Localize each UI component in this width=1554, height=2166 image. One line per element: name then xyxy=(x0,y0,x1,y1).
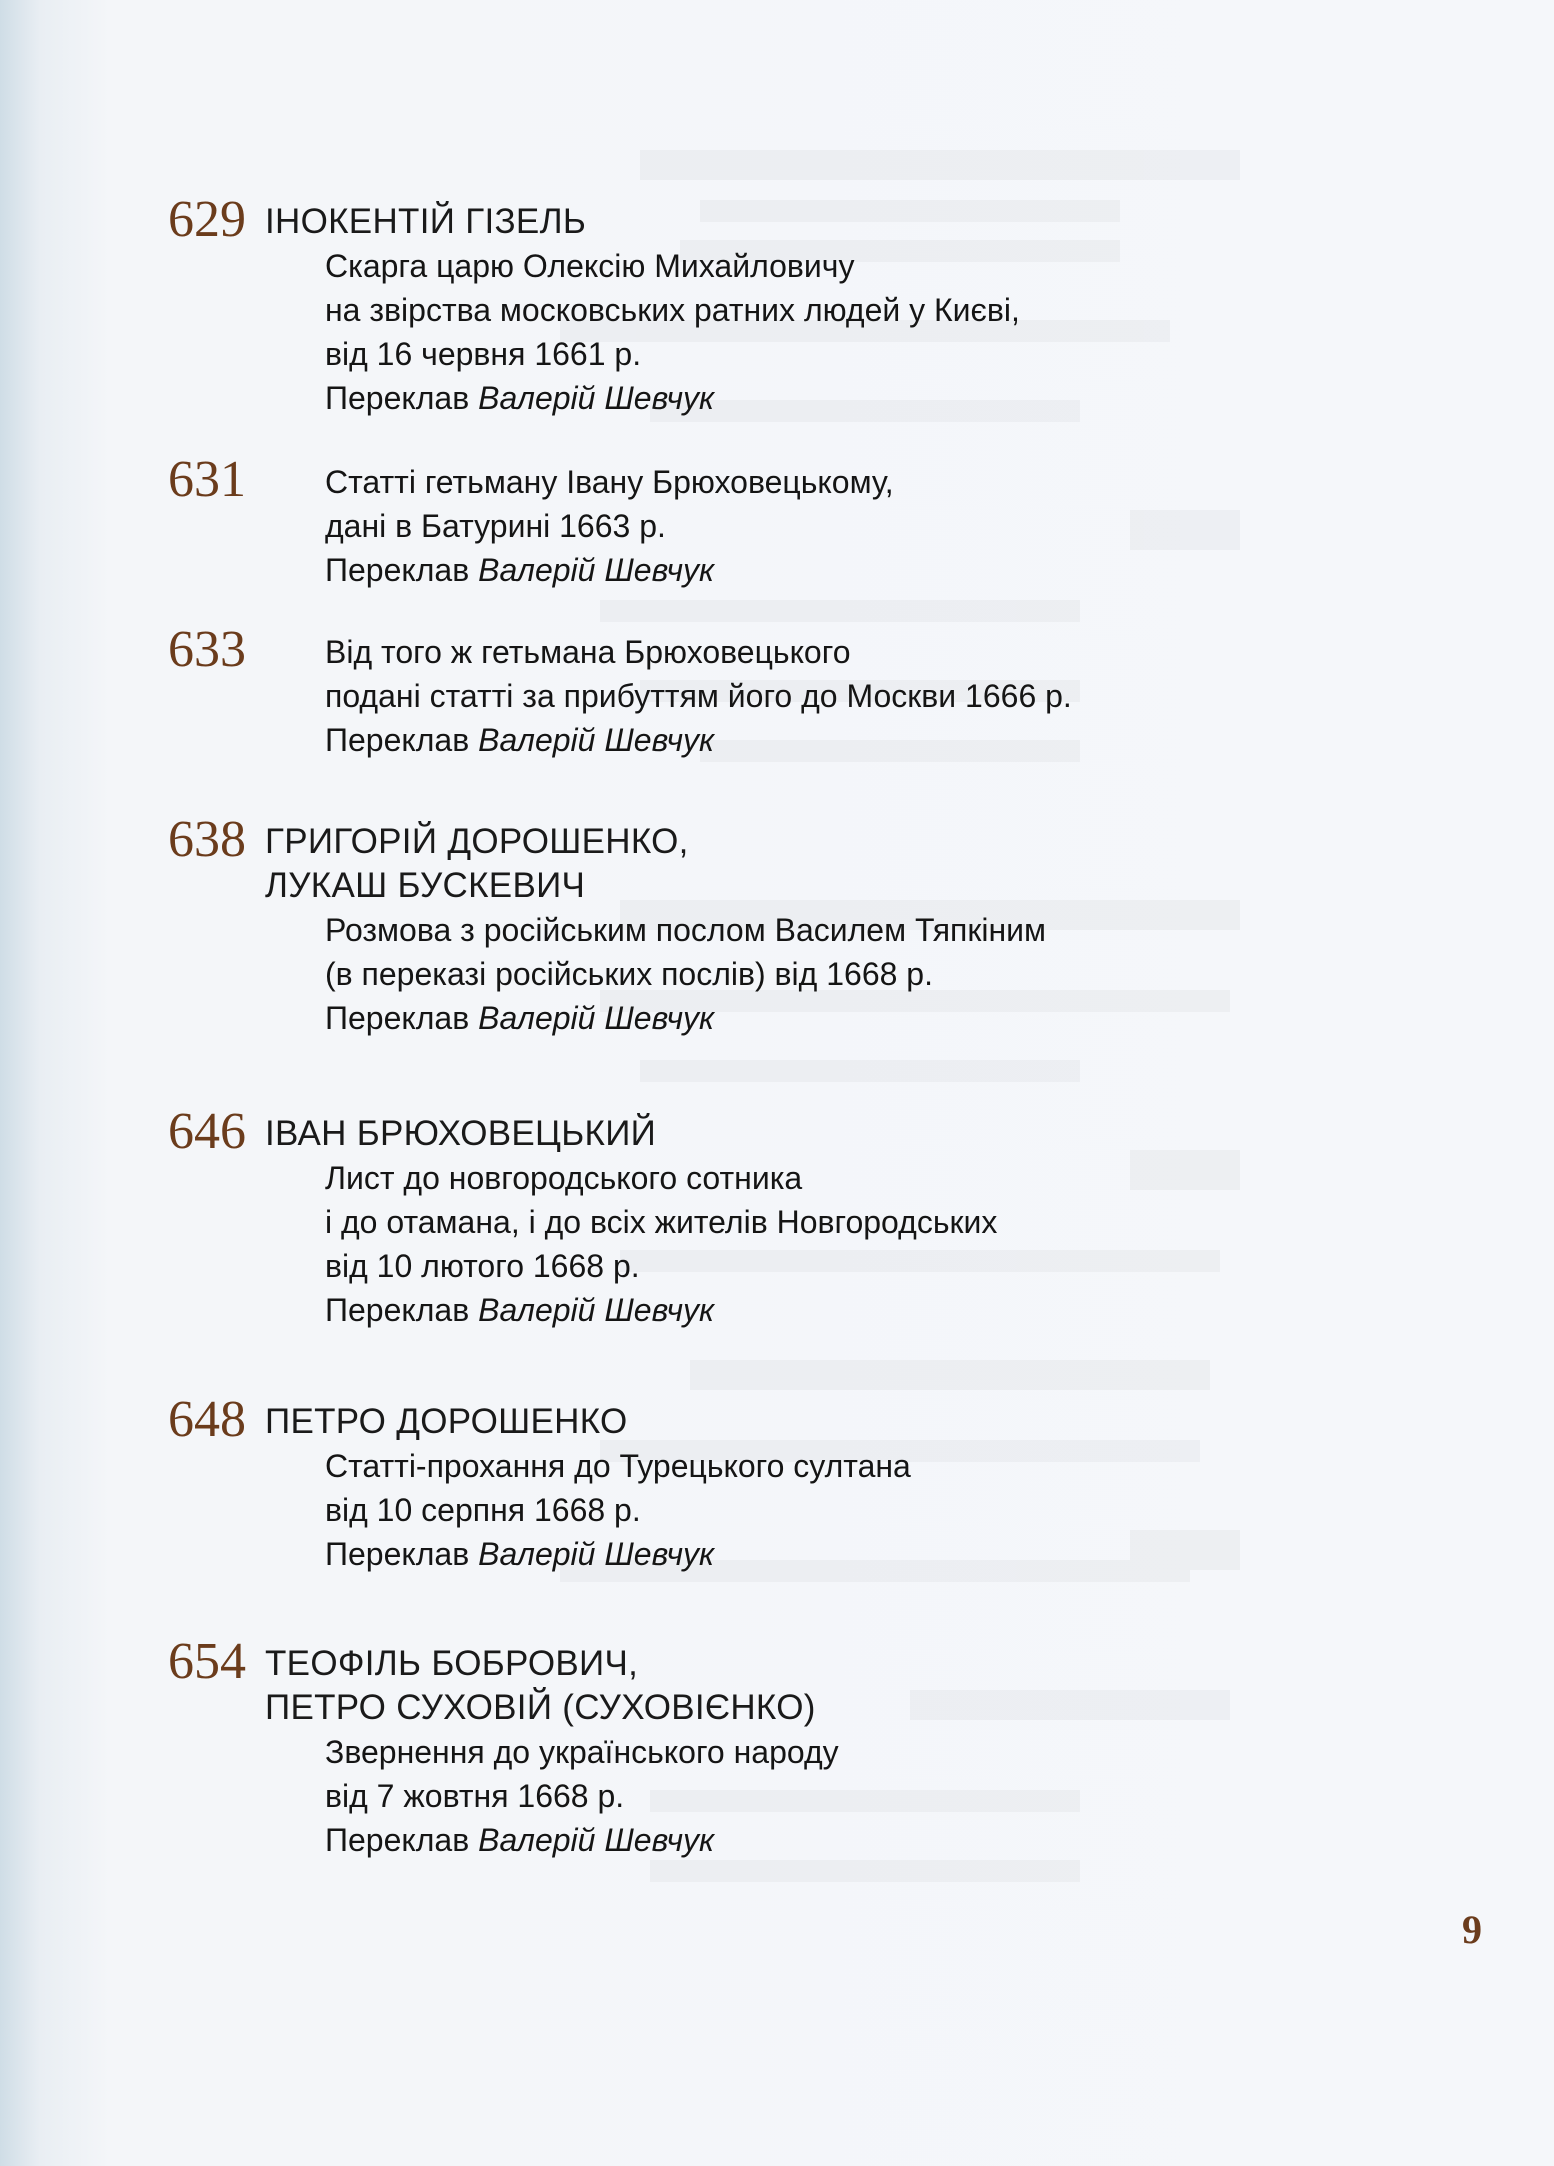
translator-line xyxy=(325,376,1020,420)
title-line: Від того ж гетьмана Брюховецького xyxy=(325,634,851,670)
title-line: від 10 лютого 1668 р. xyxy=(325,1248,640,1284)
title-line: Статті гетьману Івану Брюховецькому, xyxy=(325,464,894,500)
translator-line xyxy=(325,1288,997,1332)
translated-by-label: Переклав xyxy=(325,722,470,758)
title-line: Статті-прохання до Турецького султана xyxy=(325,1448,911,1484)
entry-author xyxy=(265,1400,628,1444)
translator-line xyxy=(325,1818,839,1862)
entry-body xyxy=(325,460,894,592)
title-line: Розмова з російським послом Василем Тяпкіним xyxy=(325,912,1047,948)
author-line: ЛУКАШ БУСКЕВИЧ xyxy=(265,866,586,905)
translator-name: Валерій Шевчук xyxy=(478,722,715,758)
translator-name: Валерій Шевчук xyxy=(478,1000,715,1036)
translator-line xyxy=(325,548,894,592)
entry-author xyxy=(265,1112,656,1156)
title-line: і до отамана, і до всіх жителів Новгородських xyxy=(325,1204,998,1240)
translated-by-label: Переклав xyxy=(325,552,470,588)
title-line: від 10 серпня 1668 р. xyxy=(325,1492,641,1528)
translator-line xyxy=(325,1532,911,1576)
author-line: ГРИГОРІЙ ДОРОШЕНКО, xyxy=(265,822,689,861)
translated-by-label: Переклав xyxy=(325,1822,470,1858)
title-line: Лист до новгородського сотника xyxy=(325,1160,803,1196)
entry-body xyxy=(325,244,1020,420)
entry-page-number: 646 xyxy=(168,1103,246,1160)
title-line: подані статті за прибуттям його до Москви 1666 р. xyxy=(325,678,1072,714)
entry-page-number: 631 xyxy=(168,451,246,508)
page-number: 9 xyxy=(1462,1907,1482,1952)
translator-name: Валерій Шевчук xyxy=(478,1536,715,1572)
translated-by-label: Переклав xyxy=(325,380,470,416)
translator-line xyxy=(325,996,1046,1040)
entry-page-number: 648 xyxy=(168,1391,246,1448)
title-line: на звірства московських ратних людей у Києві, xyxy=(325,292,1020,328)
entry-body xyxy=(325,1730,839,1862)
translator-name: Валерій Шевчук xyxy=(478,1292,715,1328)
translator-name: Валерій Шевчук xyxy=(478,552,715,588)
entry-author xyxy=(265,820,689,908)
entry-body xyxy=(325,1444,911,1576)
author-line: ПЕТРО ДОРОШЕНКО xyxy=(265,1402,628,1441)
entry-page-number: 638 xyxy=(168,811,246,868)
author-line: ІНОКЕНТІЙ ГІЗЕЛЬ xyxy=(265,202,587,241)
translator-name: Валерій Шевчук xyxy=(478,1822,715,1858)
title-line: дані в Батурині 1663 р. xyxy=(325,508,666,544)
title-line: від 16 червня 1661 р. xyxy=(325,336,642,372)
author-line: ПЕТРО СУХОВІЙ (СУХОВІЄНКО) xyxy=(265,1688,816,1727)
title-line: від 7 жовтня 1668 р. xyxy=(325,1778,625,1814)
translated-by-label: Переклав xyxy=(325,1292,470,1328)
translated-by-label: Переклав xyxy=(325,1000,470,1036)
title-line: Звернення до українського народу xyxy=(325,1734,839,1770)
title-line: (в переказі російських послів) від 1668 р. xyxy=(325,956,933,992)
entry-page-number: 654 xyxy=(168,1633,246,1690)
author-line: ІВАН БРЮХОВЕЦЬКИЙ xyxy=(265,1114,657,1153)
entry-body xyxy=(325,908,1046,1040)
translator-name: Валерій Шевчук xyxy=(478,380,715,416)
author-line: ТЕОФІЛЬ БОБРОВИЧ, xyxy=(265,1644,639,1683)
entry-author xyxy=(265,1642,816,1730)
entry-body xyxy=(325,1156,997,1332)
entry-page-number: 629 xyxy=(168,191,246,248)
entry-author xyxy=(265,200,586,244)
translator-line xyxy=(325,718,1072,762)
title-line: Скарга царю Олексію Михайловичу xyxy=(325,248,855,284)
translated-by-label: Переклав xyxy=(325,1536,470,1572)
entry-page-number: 633 xyxy=(168,621,246,678)
entry-body xyxy=(325,630,1072,762)
